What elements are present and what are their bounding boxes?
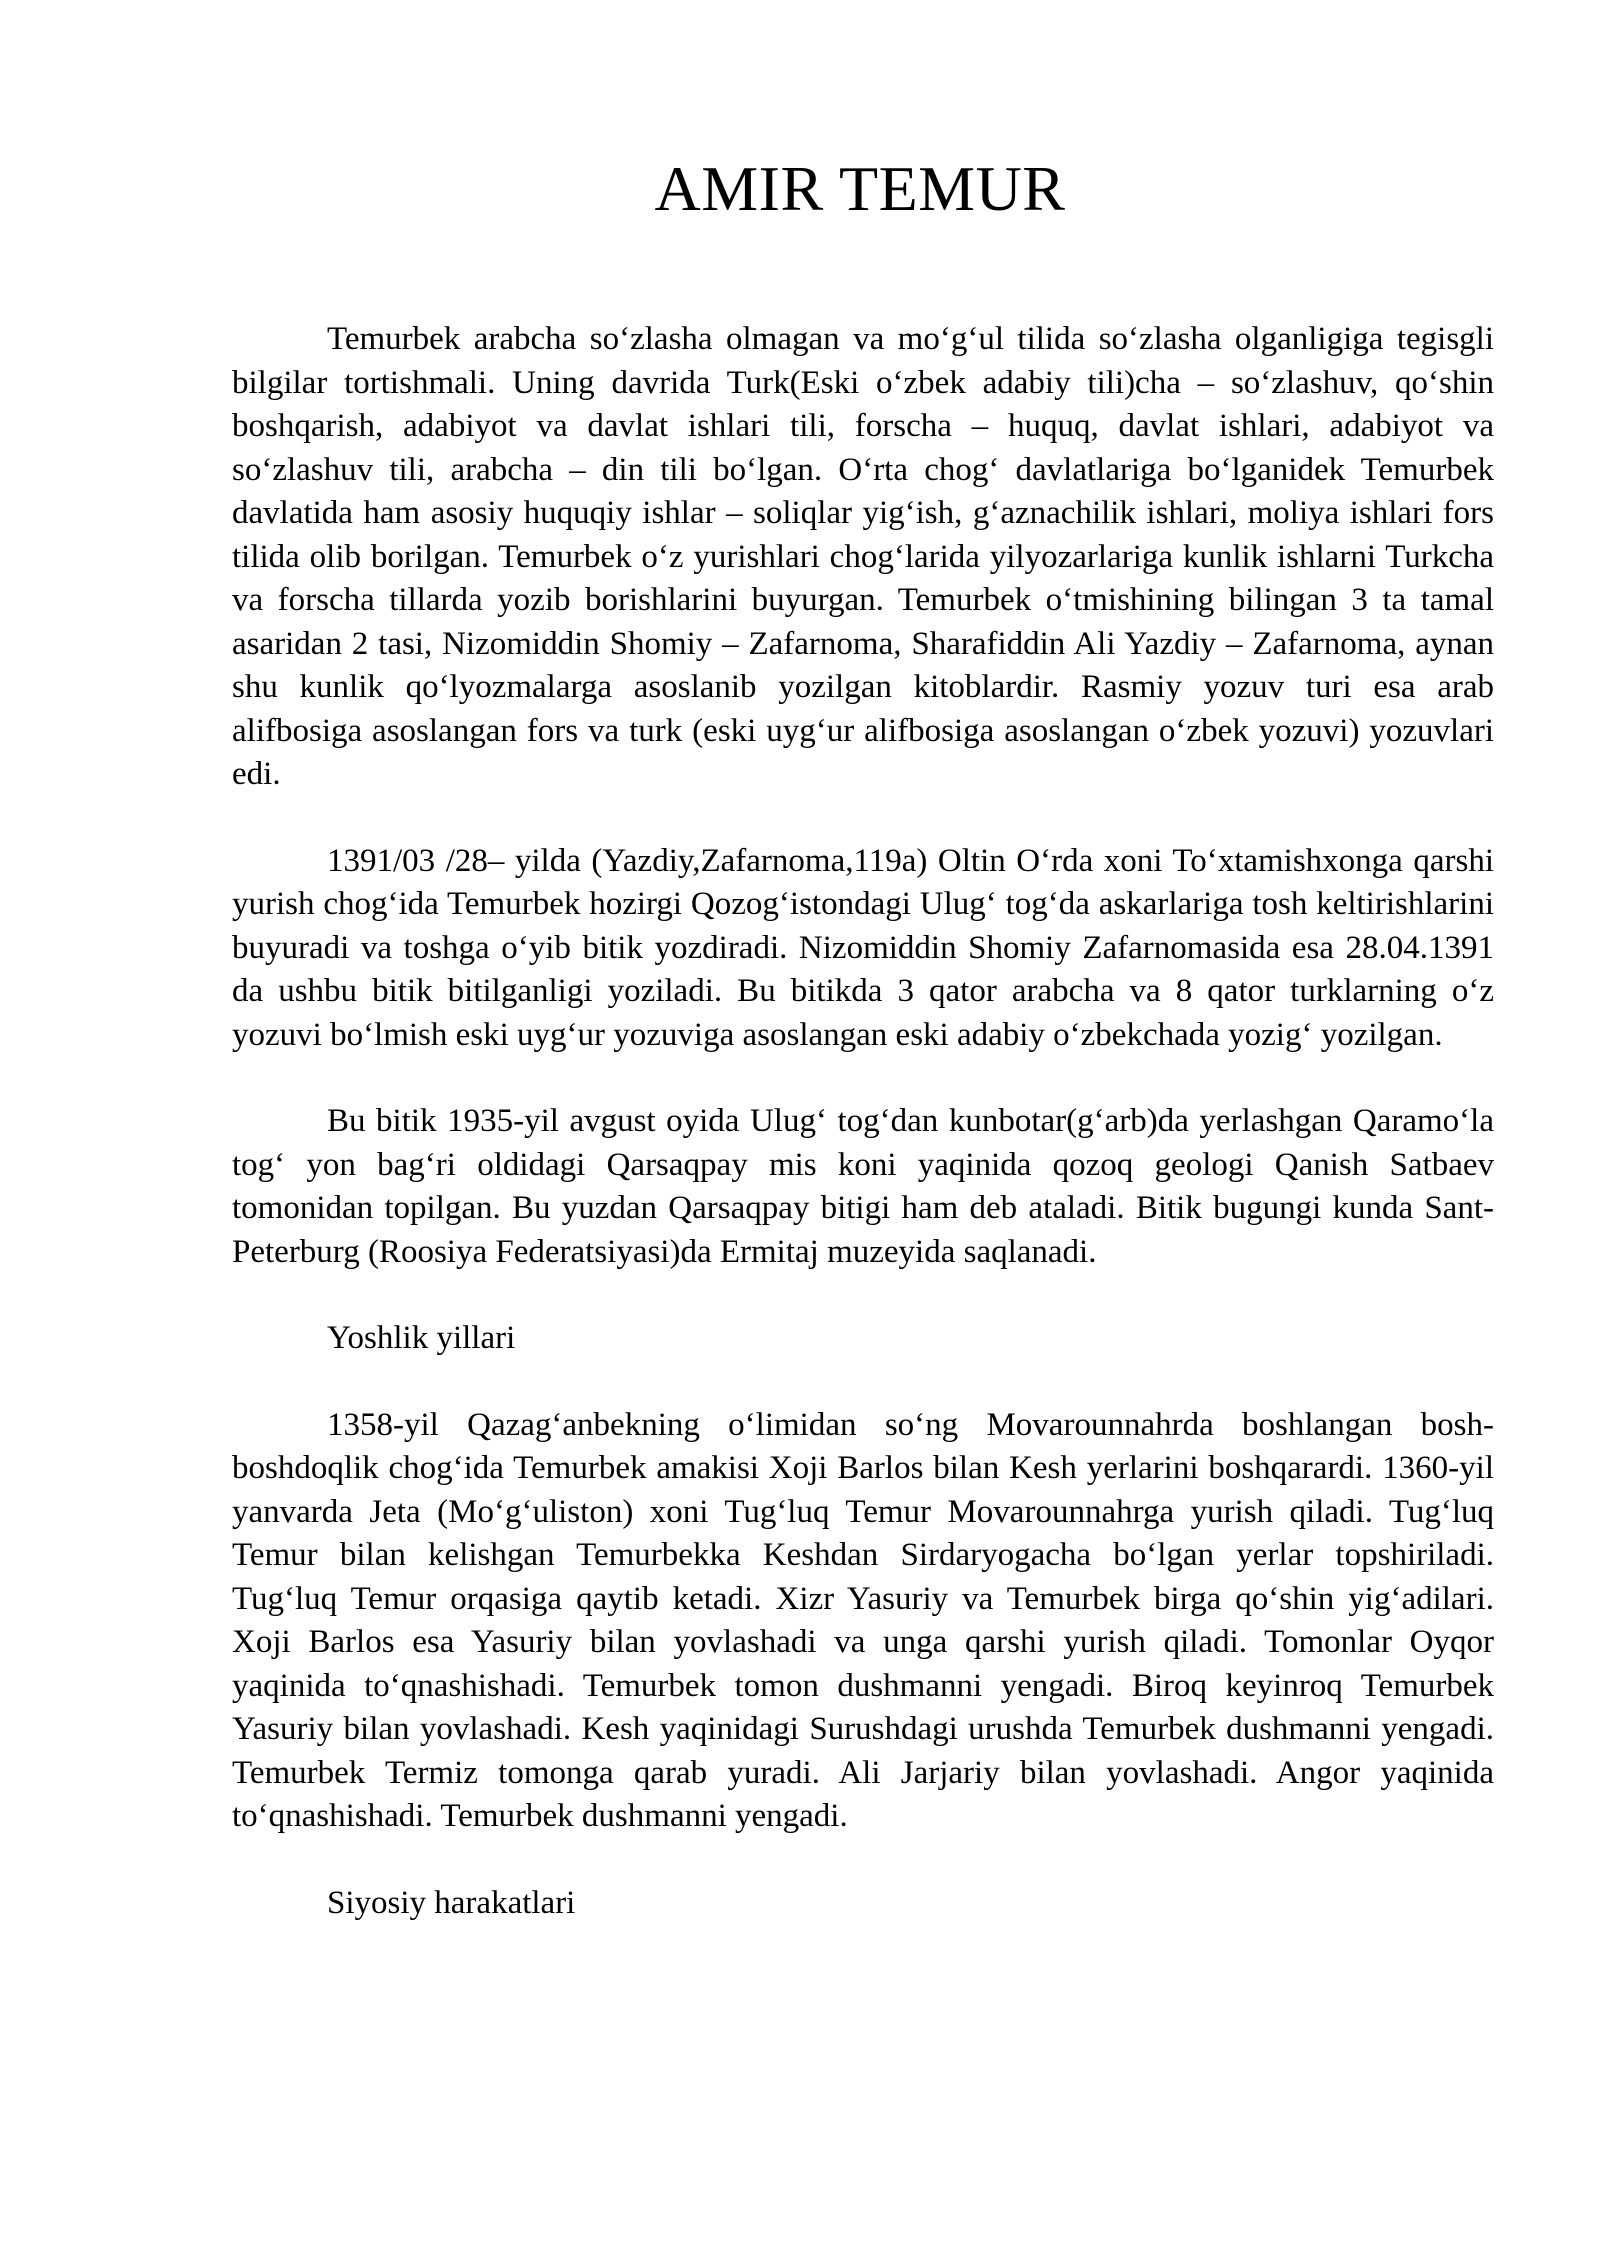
section-heading-politics: Siyosiy harakatlari	[327, 1884, 576, 1921]
paragraph-inscription: 1391/03 /28– yilda (Yazdiy,Zafarnoma,119a) Oltin O‘rda xoni To‘xtamishxonga qarshi yurish chog‘ida Temurbek hozirgi Qozog‘istondagi Ulug‘ tog‘da askarlariga tosh keltirishlarini buyuradi va toshga o‘yib bitik yozdiradi. Nizomiddin Shomiy Zafarnomasida esa 28.04.1391 da ushbu bitik bitilganligi yoziladi. Bu bitikda 3 qator arabcha va 8 qator turklarning o‘z yozuvi bo‘lmish eski uyg‘ur yozuviga asoslangan eski adabiy o‘zbekchada yozig‘ yozilgan.	[232, 842, 1494, 1053]
paragraph-youth: 1358-yil Qazag‘anbekning o‘limidan so‘ng Movarounnahrda boshlangan bosh-boshdoqlik chog‘ida Temurbek amakisi Xoji Barlos bilan Kesh yerlarini boshqarardi. 1360-yil yanvarda Jeta (Mo‘g‘uliston) xoni Tug‘luq Temur Movarounnahrga yurish qiladi. Tug‘luq Temur bilan kelishgan Temurbekka Keshdan Sirdaryogacha bo‘lgan yerlar topshiriladi. Tug‘luq Temur orqasiga qaytib ketadi. Xizr Yasuriy va Temurbek birga qo‘shin yig‘adilari. Xoji Barlos esa Yasuriy bilan yovlashadi va unga qarshi yurish qiladi. Tomonlar Oyqor yaqinida to‘qnashishadi. Temurbek tomon dushmanni yengadi. Biroq keyinroq Temurbek Yasuriy bilan yovlashadi. Kesh yaqinidagi Surushdagi urushda Temurbek dushmanni yengadi. Temurbek Termiz tomonga qarab yuradi. Ali Jarjariy bilan yovlashadi. Angor yaqinida to‘qnashishadi. Temurbek dushmanni yengadi.	[232, 1406, 1494, 1834]
section-heading-youth: Yoshlik yillari	[327, 1320, 516, 1356]
document-title: AMIR TEMUR	[654, 153, 1066, 224]
paragraph-discovery: Bu bitik 1935-yil avgust oyida Ulug‘ tog‘dan kunbotar(g‘arb)da yerlashgan Qaramo‘la tog‘ yon bag‘ri oldidagi Qarsaqpay mis koni yaqinida qozoq geologi Qanish Satbaev tomonidan topilgan. Bu yuzdan Qarsaqpay bitigi ham deb ataladi. Bitik bugungi kunda Sant-Peterburg (Roosiya Federatsiyasi)da Ermitaj muzeyida saqlanadi.	[232, 1103, 1494, 1270]
paragraph-language: Temurbek arabcha so‘zlasha olmagan va mo‘g‘ul tilida so‘zlasha olganligiga tegisgli bilgilar tortishmali. Uning davrida Turk(Eski o‘zbek adabiy tili)cha – so‘zlashuv, qo‘shin boshqarish, adabiyot va davlat ishlari tili, forscha – huquq, davlat ishlari, adabiyot va so‘zlashuv tili, arabcha – din tili bo‘lgan. O‘rta chog‘ davlatlariga bo‘lganidek Temurbek davlatida ham asosiy huquqiy ishlar – soliqlar yig‘ish, g‘aznachilik ishlari, moliya ishlari fors tilida olib borilgan. Temurbek o‘z yurishlari chog‘larida yilyozarlariga kunlik ishlarni Turkcha va forscha tillarda yozib borishlarini buyurgan. Temurbek o‘tmishining bilingan 3 ta tamal asaridan 2 tasi, Nizomiddin Shomiy – Zafarnoma, Sharafiddin Ali Yazdiy – Zafarnoma, aynan shu kunlik qo‘lyozmalarga asoslanib yozilgan kitoblardir. Rasmiy yozuv turi esa arab alifbosiga asoslangan fors va turk (eski uyg‘ur alifbosiga asoslangan o‘zbek yozuvi) yozuvlari edi.	[232, 321, 1494, 792]
document-body	[232, 318, 1494, 1968]
